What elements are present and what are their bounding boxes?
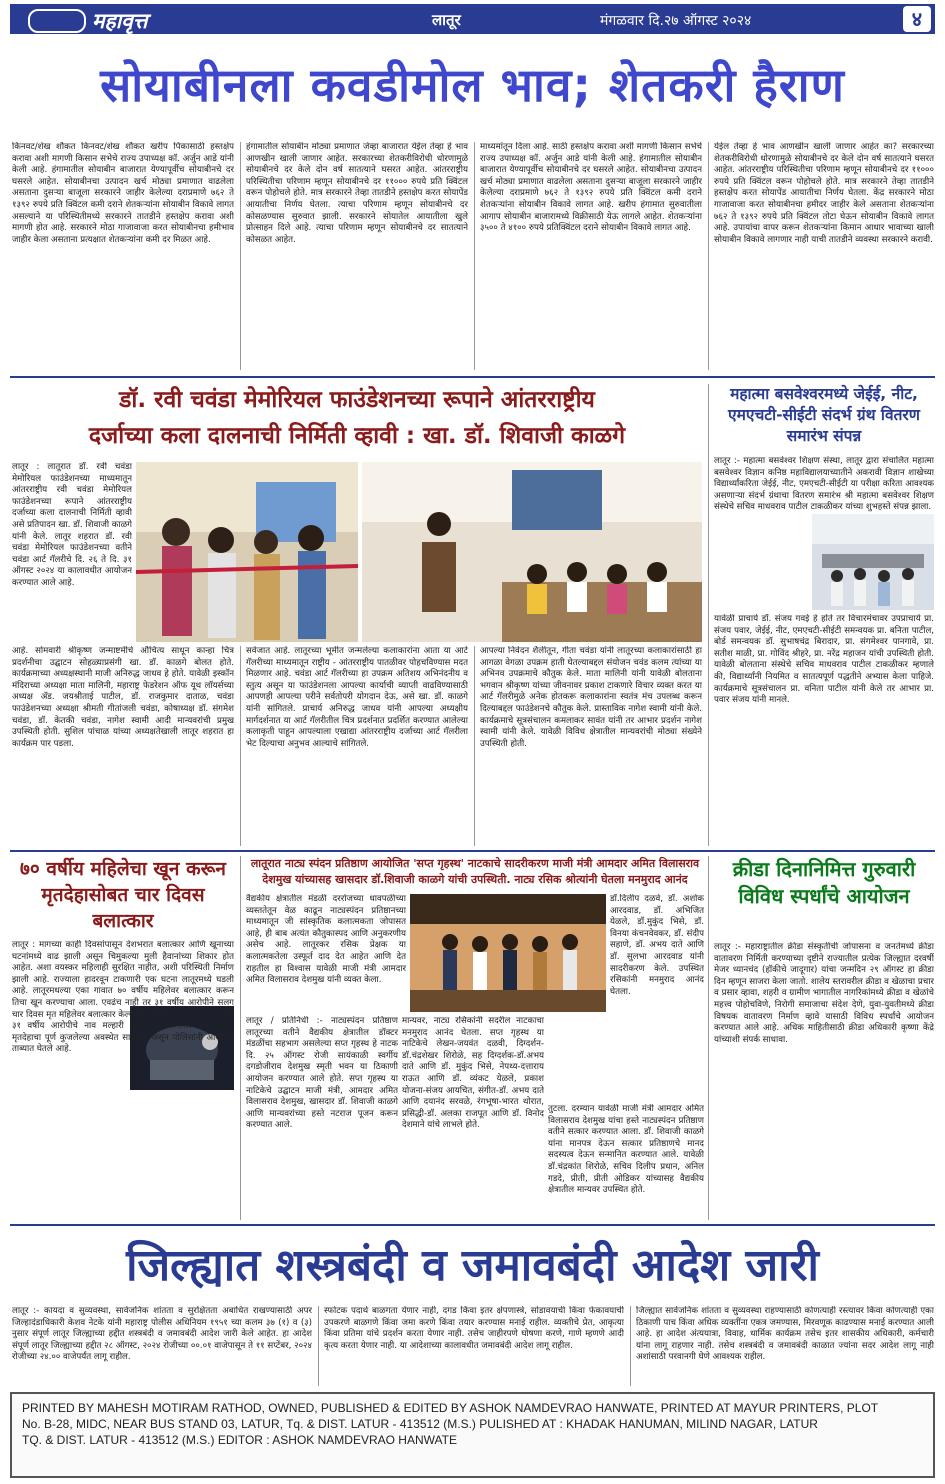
natya-headline: लातूरात नाट्य स्पंदन प्रतिष्ठाण आयोजित 'सप्त गृहस्थ' नाटकाचे सादरीकरण माजी मंत्री आमदार अमित विलासराव देशमुख यांच्यासह खासदार डॉ.शिवाजी काळगे यांची उपस्थिती. नाट्य रसिक श्रोत्यांनी घेतला मनमुराद आनंद	[250, 857, 700, 886]
sports-body: लातूर :- महाराष्ट्रातील क्रीडा संस्कृतीची जोपासना व जनतेमध्ये क्रीडा वातावरण निर्मिती करण्याच्या दृष्टीने राज्यातील प्रत्येक जिल्ह्यात दरवर्षी मेजर ध्यानचंद (हॉकीचे जादूगार) यांचा जन्मदिन २९ ऑगस्ट हा क्रीडा दिन म्हणून साजरा केला जातो. शालेय स्तरावरील क्रीडा व खेळाचा प्रचार व प्रसार व्हावा, शहरी व ग्रामीण भागातील नागरिकांमध्ये क्रीडा व खेळांचे महत्त्व पोहोचविणे, निरोगी समाजाचा संदेश देणे, युवा-युवतीमध्ये क्रीडा विषयक वातावरण निर्माण व्हावे यासाठी विविध स्पर्धांचे आयोजन करण्यात आले आहे. अधिक माहितीसाठी क्रीडा अधिकारी कृष्णा केंद्रे यांच्याशी संपर्क साधावा.	[714, 942, 934, 1045]
stage-event-photo	[362, 462, 702, 642]
column-divider	[474, 646, 475, 846]
foundation-body-2: सर्वजात आहे. लातूरच्या भूमीत जन्मलेल्या कलाकारांना आता या आर्ट गॅलरीच्या माध्यमातून राष्ट्रीय - आंतरराष्ट्रीय पातळीवर पोहचविण्यास मदत मिळणार आहे. चवंडा आर्ट गॅलरीच्या हा उपक्रम अतिशय अभिनंदनीय व स्तुत्य असून या फाउंडेशनला आपल्या कार्याची व्याप्ती वाढविण्यासाठी आपणही आपल्या परीने सर्वतोपरी योगदान देऊ, असे खा. डॉ. काळगे यांनी सांगितले. प्राचार्य अनिरुद्ध जाधव यांनी आपल्या अध्यक्षीय मार्गदर्शनात या आर्ट गॅलरीतील चित्र प्रदर्शनात प्रदर्शित करण्यात आलेल्या कलाकृती पाहून आपल्याला एखाद्या आंतरराष्ट्रीय दर्जाच्या आर्ट गॅलरीला भेट दिल्याचा अनुभव आल्याचे सांगितले.	[246, 646, 468, 749]
masthead	[10, 4, 935, 34]
lead-column-4: येईल तेव्हा हे भाव आणखीन खाली जाणार आहेत का? सरकारच्या शेतकरीविरोधी धोरणामुळे सोयाबीनचे दर केले दोन वर्ष सातत्याने घसरत आहेत. आंतरराष्ट्रीय परिस्थितीचा परिणाम म्हणून सोयाबीनचे दर ११००० रुपये प्रति क्विंटल वरून पोहोचले होते. मात्र सरकारने तेव्हा तातडीने हस्तक्षेप करत सोयापेंड आयातीचा निर्णय घेतला. केंद्र सरकारने मोठा गाजावाजा करत सोयाबीनचा हमीदर जाहीर केले असताना शेतकऱ्यांना ७६२ ते १३९२ रुपये प्रति क्विंटल तोटा घेऊन सोयाबीन विकावे लागत आहे. उपायांचा वापर करून शेतकऱ्यांना किमान आधार भावाच्या खाली सोयाबीन विकावे लागणार नाही याची तातडीने व्यवस्था सरकारने करावी.	[714, 142, 934, 245]
imprint-line: PRINTED BY MAHESH MOTIRAM RATHOD, OWNED, PUBLISHED & EDITED BY ASHOK NAMDEVRAO HANWATE, PRINTED AT MAYUR PRINTERS, PLOT	[22, 1401, 879, 1415]
column-divider	[474, 142, 475, 370]
murder-body: लातूर : मागच्या काही दिवसांपासून देशभरात बलात्कार आणि खूनाच्या घटनांमध्ये वाढ झाली असून चिमुकल्या मुली हैवानांच्या शिकार होत आहेत. अशा वयस्कर महिलाही सुरक्षित नाहीत, अशी परिस्थिती निर्माण झाली आहे. राज्याला हादरवून टाकणारी एक घटना लातूरमध्ये घडली आहे. लातूरमधल्या एका गावात ७० वर्षीय महिलेवर बलात्कार करून तिचा खून करण्याचा आला. एवढंच नाही तर ३१ वर्षीय आरोपीने सलग चार दिवस मृत महिलेवर बलात्कार केल्याचेही समोर आले आहे. घटनेतील ३१ वर्षीय आरोपीचे नाव मल्हारी असल्याचे सांगितले जात आहे. मृतदेहाचा पूर्ण कुजलेल्या अवस्थेत सापडला असून पोलिसांनी आरोपीस ताब्यात घेतले आहे.	[12, 940, 234, 1055]
foundation-body-1: आहे. सोमवारी श्रीकृष्ण जन्माष्टमीचे औचित्य साधून कान्हा चित्र प्रदर्शनीचा उद्घाटन सोहळ्याप्रसंगी खा. डॉ. काळगे बोलत होते. कार्यक्रमाच्या अध्यक्षस्थानी माजी अनिरुद्ध जाधव हे होते. यावेळी इस्कॉन मंदिराच्या अध्यक्षा माता मालिनी, महाराष्ट्र फेडरेशन ऑफ यूथ लॉयर्सच्या अध्यक्ष ॲड. जयश्रीताई पाटील, डॉ. राजकुमार दाताळ, चवंडा फाउंडेशनच्या अध्यक्षा श्रीमती गीतांजली चवंडा, कोषाध्यक्ष डॉ. संगमेश चवंडा, डॉ. केतकी चवंडा, नागेश स्वामी आदी मान्यवरांची प्रमुख उपस्थिती होती. सुशिल पांचाळ यांच्या अध्यक्षतेखाली लातूर शहरात हा कार्यक्रम पार पडला.	[12, 646, 234, 749]
natya-body-2: मान्यवर, नाट्य रसिकांनी सदरील नाटकाचा मनमुराद आनंद घेतला. सप्त गृहस्थ या नाटिकेचे लेखन-जयवंत दळवी, दिग्दर्शन-डॉ.चंद्रशेखर शिरोळे, सह दिग्दर्शक-डॉ.अभय दाते आणि डॉ. मुकुंद भिसे, नेपथ्य-दत्ताराय राऊत आणि डॉ. व्यंकट येळले, प्रकाश योजना-संजय आयचित, संगीत-डॉ. अभय दाते आणि दयानंद सरवळे, रंगभूषा-भारत थोरात, प्रसिद्धी-डॉ. अलका राजपूत आणि डॉ. विनोद देशमाने यांचे लाभले होते.	[402, 1016, 544, 1131]
imprint-box	[10, 1392, 935, 1478]
foundation-headline-line2: दर्जाच्या कला दालनाची निर्मिती व्हावी : खा. डॉ. शिवाजी काळगे	[88, 423, 626, 449]
masthead-brand: महावृत्त	[92, 8, 148, 33]
natya-intro: वैद्यकीय क्षेत्रातील मंडळी दररोजच्या धावपळीच्या व्यस्ततेतून वेळ काढून नाट्यस्पंदन प्रतिष्ठानच्या माध्यमातून जी सांस्कृतिक कलात्मकता जोपासत आहे, ही बाब अत्यंत कौतुकास्पद आणि अनुकरणीय असेच आहे. लातूरकर रसिक प्रेक्षक या कलात्मकतेला उस्फूर्त दाद देत आहेत आणि देत राहतील हा विश्वास यावेळी माजी मंत्री आमदार अमित विलासराव देशमुख यांनी व्यक्त केला.	[246, 894, 406, 986]
book-distribution-photo	[812, 514, 934, 610]
lead-column-1: किनवट/शेख शौकत किनवट/शेख शौकत खरीप पिकासाठी हस्तक्षेप करावा अशी मागणी किसान सभेचे राज्य उपाध्यक्ष कॉ. अर्जुन आडे यांनी केली आहे. हंगामातील सोयाबीन बाजारात येण्यापूर्वीच सोयाबीनचे दर घसरले आहेत. सोयाबीनचा उत्पादन खर्च मोठ्या प्रमाणात वाढलेला असताना दुसऱ्या बाजूला सरकारने जाहीर केलेल्या दराप्रमाणे ७६२ ते १३९२ रुपये प्रति क्विंटल कमी दराने शेतकऱ्यांना सोयाबीन विकावे लागत असल्याने या परिस्थितीमध्ये सरकारने तातडीने हस्तक्षेप करावा अशी मागणी होत आहे. सरकारने मोठा गाजावाजा करत सोयाबीनचा हमीभाव जाहीर केला असताना प्रत्यक्षात शेतकऱ्यांना कमी दर मिळत आहे.	[12, 142, 234, 245]
column-divider	[708, 856, 709, 1220]
column-divider	[708, 142, 709, 370]
column-divider	[630, 1306, 631, 1386]
section-rule	[10, 850, 935, 852]
masthead-ornament	[28, 9, 86, 33]
murder-headline: ७० वर्षीय महिलेचा खून करून मृतदेहासोबत चार दिवस बलात्कार	[20, 858, 226, 932]
section-rule	[10, 376, 935, 378]
natya-side-text: डॉ.दिलीप दळवे, डॉ. अशोक आरदवाड, डॉ. अभिजित येळले, डॉ.मुकुंद भिसे, डॉ. विनया कंचनवेवकर, डॉ. संदीप सहाणे, डॉ. अभय दाते आणि डॉ. सुलभा आरदवाड यांनी सादरीकरण केले. उपस्थित रसिकांनी मनमुराद आनंद घेतला.	[610, 894, 704, 997]
ribbon-cutting-photo	[136, 462, 358, 642]
main-headline: सोयाबीनला कवडीमोल भाव; शेतकरी हैराण	[100, 58, 845, 112]
basaveshwar-intro: लातूर :- महात्मा बसवेश्वर शिक्षण संस्था, लातूर द्वारा संचालित महात्मा बसवेश्वर विज्ञान कनिष्ठ महाविद्यालयाच्यातीने अकरावी विज्ञान शाखेच्या विद्यार्थ्यांकरिता जेईई, नीट, एमएचटी-सीईटी या परीक्षा करिता आवश्यक असणाऱ्या संदर्भ ग्रंथाचा वितरण समारंभ श्री महात्मा बसवेश्वर शिक्षण संस्थेचे सचिव माधवराव पाटील टाकळीकर यांच्या शुभहस्ते संपन्न झाला.	[714, 456, 934, 512]
masthead-city: लातूर	[432, 11, 461, 29]
lead-column-2: हंगामातील सोयाबीन मोठ्या प्रमाणात जेव्हा बाजारात येईल तेव्हा हे भाव आणखीन खाली जाणार आहेत. सरकारच्या शेतकरीविरोधी धोरणामुळे सोयाबीनचे दर केले दोन वर्ष सातत्याने घसरत आहेत. आंतरराष्ट्रीय परिस्थितीचा परिणाम म्हणून सोयाबीनचे दर ११००० रुपये प्रति क्विंटल वरून पोहोचले होते. मात्र सरकारने तेव्हा तातडीने हस्तक्षेप करत सोयापेंड आयातीचा निर्णय घेतला. त्याचा परिणाम म्हणून सोयाबीनचे दर कोसळण्यास सुरुवात झाली. सरकारने सोयातेल आयातीला खुले प्रोत्साहन दिले आहे. त्याचा परिणाम म्हणून सोयाबीनचे दर सातत्याने कोसळत आहेत.	[246, 142, 468, 245]
order-column-2: स्फोटक पदार्थ बाळगता येणार नाही, दगड किंवा इतर क्षेपणास्त्रे, सोडावयाची किंवा फेकावयाची उपकरणे बाळगणे किंवा जमा करणे किंवा तयार करण्यास मनाई राहील. व्यक्तीचे प्रेत, आकृत्या किंवा प्रतिमा यांचे प्रदर्शन करता येणार नाही. तसेच जाहीरपणे घोषणा करणे, गाणे म्हणणे आदी कृत्य करता येणार नाही. या आदेशाच्या कालावधीत जमावबंदी आदेश लागू राहील.	[324, 1306, 624, 1351]
natya-body-3: तुटला. दरम्यान यावेळी माजी मंत्री आमदार अमित विलासराव देशमुख यांचा हस्ते नाट्यस्पंदन प्रतिष्ठाण वतीने सत्कार करण्यात आला. डॉ. शिवाजी काळगे यांना मानपत्र देऊन सत्कार प्रतिष्ठाणचे मानद सदस्यत्व देऊन सन्मानित करण्यात आले. यावेळी डॉ.चंद्रकांत शिरोळे, सचिव दिलीप प्रधान, अनिल गडदे, प्रीती, प्रीती ओडिकर यांच्यासह वैद्यकीय क्षेत्रातील मान्यवर उपस्थित होते.	[548, 1104, 704, 1196]
column-divider	[240, 646, 241, 846]
sports-headline: क्रीडा दिनानिमित्त गुरुवारी विविध स्पर्धांचे आयोजन	[732, 857, 916, 908]
order-column-1: लातूर :- कायदा व सुव्यवस्था, सार्वजनिक शांतता व सुरक्षितता अबाधित राखण्यासाठी अपर जिल्हादंडाधिकारी केशव नेटके यांनी महाराष्ट्र पोलीस अधिनियम १९५१ च्या कलम ३७ (१) व (३) नुसार संपूर्ण लातूर जिल्ह्याच्या हद्दीत शस्त्रबंदी व जमावबंदी आदेश जारी केले आहेत. हा आदेश संपूर्ण लातूर जिल्ह्याच्या हद्दीत २८ ऑगस्ट, २०२४ रोजीच्या ००.०१ वाजेपासून ते ११ सप्टेंबर, २०२४ रोजीच्या २४.०० वाजेपर्यंत लागू राहील.	[12, 1306, 312, 1363]
foundation-intro: लातूर : लातूरात डॉ. रवी चवंडा मेमोरियल फाउंडेशनच्या माध्यमातून आंतरराष्ट्रीय रवी चवंडा मेमोरियल फाउंडेशनच्या रूपाने आंतरराष्ट्रीय दर्जाच्या कला दालनाची निर्मिती व्हावी असे प्रतिपादन खा. डॉ. शिवाजी काळगे यांनी केले. लातूर शहरात डॉ. रवी चवंडा मेमोरियल फाउंडेशनच्या वतीने चवंडा आर्ट गॅलरीचे दि. २६ ते दि. ३१ ऑगस्ट २०२४ या कालावधीत आयोजन करण्यात आले आहे.	[12, 462, 132, 588]
foundation-body-3: आपल्या निवेदन शैलीतून, गीता चवंडा यांनी लातूरच्या कलाकारांसाठी हा आगळा वेगळा उपक्रम हाती घेतल्याबद्दल संयोजन चवंड कलम त्यांच्या या अभिनव उपक्रमाचे कौतुक केले. माता मालिनी यांनी यावेळी बोलताना भगवान श्रीकृष्ण यांच्या जीवनावर प्रकाश टाकणारे विचार व्यक्त करत या आर्ट गॅलरीमुळे अनेक होतकरू कलाकारांना स्वतंत्र मंच उपलब्ध करून दिल्याबद्दल फाउंडेशनचे कौतुक केले. प्रास्ताविक नागेश स्वामी यांनी केले. कार्यक्रमाचे सूत्रसंचालन कमलाकर सावंत यांनी तर आभार प्रदर्शन नागेश स्वामी यांनी केले. यावेळी विविध क्षेत्रातील मान्यवरांची मोठ्या संख्येने उपस्थिती होती.	[480, 646, 702, 749]
foundation-headline-line1: डॉ. रवी चवंडा मेमोरियल फाउंडेशनच्या रूपाने आंतरराष्ट्रीय	[119, 387, 595, 413]
basaveshwar-headline: महात्मा बसवेश्वरमध्ये जेईई, नीट, एमएचटी-सीईटी संदर्भ ग्रंथ वितरण समारंभ संपन्न	[728, 385, 920, 445]
imprint-line: No. B-28, MIDC, NEAR BUS STAND 03, LATUR, Tq. & DIST. LATUR - 413512 (M.S.) PULISHED AT : KHADAK HANUMAN, MILIND NAGAR, LATUR	[22, 1417, 818, 1431]
column-divider	[240, 142, 241, 370]
column-divider	[240, 856, 241, 1220]
column-divider	[708, 384, 709, 846]
order-column-3: जिल्ह्यात सार्वजनिक शांतता व सुव्यवस्था राहण्यासाठी कोणत्याही रस्त्यावर किंवा कोणत्याही एका ठिकाणी पाच किंवा अधिक व्यक्तींना एकत्र जमण्यास, मिरवणूक काढण्यास मनाई करण्यात आली आहे. हा आदेश अंत्ययात्रा, विवाह, धार्मिक कार्यक्रम तसेच इतर शासकीय अधिकारी, कर्मचारी यांना लागू राहणार नाही. तसेच शस्त्रबंदी व जमावबंदी काळात ज्यांना सदर आदेश लागू नाही अशांसाठी परवानगी घेणे आवश्यक राहील.	[636, 1306, 934, 1363]
column-divider	[318, 1306, 319, 1386]
imprint-line: TQ. & DIST. LATUR - 413512 (M.S.) EDITOR : ASHOK NAMDEVRAO HANWATE	[22, 1433, 457, 1447]
natya-body-1: लातूर / प्रतिनिधी :- नाट्यस्पंदन प्रतिष्ठाण लातूरच्या वतीने वैद्यकीय क्षेत्रातील डॉक्टर मंडळींचा सहभाग असलेल्या सप्त गृहस्थ हे नाटक दि. २५ ऑगस्ट रोजी सायंकाळी स्वर्गीय दगडोजीराव देशमुख स्मृती भवन या ठिकाणी आयोजन करण्यात आले होते. सप्त गृहस्थ या नाटिकेचे उद्घाटन माजी मंत्री, आमदार अमित विलासराव देशमुख, खासदार डॉ. शिवाजी काळगे आणि मान्यवरांच्या हस्ते नटराज पूजन करून करण्यात आले.	[246, 1016, 398, 1131]
page-number: ४	[903, 6, 931, 32]
section-rule	[10, 1224, 935, 1226]
order-headline: जिल्ह्यात शस्त्रबंदी व जमावबंदी आदेश जारी	[126, 1240, 819, 1291]
basaveshwar-body: यावेळी प्राचार्य डॉ. संजय गवई हे होते तर विचारमंचावर उपप्राचार्य प्रा. संजय पवार, जेईई, नीट, एमएचटी-सीईटी समन्वयक प्रा. बनिता पाटील, बोर्ड समन्वयक डॉ. सुभाषचंद्र बिरादार, प्रा. संगमेश्वर पानगावे, प्रा. सतीश माळी, प्रा. गोविंद श्रीहरे, प्रा. नरेंद्र महाजन यांची उपस्थिती होती. यावेळी बोलताना संस्थेचे सचिव माधवराव पाटील टाकळीकर म्हणाले की, विद्यार्थ्यांनी नियमित व सातत्यपूर्ण पद्धतीने अभ्यास केला पाहिजे. कार्यक्रमाचे सूत्रसंचालन प्रा. वनिता पाटील यांनी केले तर आभार प्रा. पवार संजय यांनी मानले.	[714, 614, 934, 706]
masthead-date: मंगळवार दि.२७ ऑगस्ट २०२४	[600, 13, 752, 29]
drama-stage-photo	[410, 894, 606, 1012]
lead-column-3: माध्यमांतून दिला आहे. साठी हस्तक्षेप करावा अशी मागणी किसान सभेचे राज्य उपाध्यक्ष कॉ. अर्जुन आडे यांनी केली आहे. हंगामातील सोयाबीन बाजारात येण्यापूर्वीच सोयाबीनचे दर घसरले आहेत. सोयाबीनचा उत्पादन खर्च मोठ्या प्रमाणात वाढलेला असताना दुसऱ्या बाजूला सरकारने जाहीर केलेल्या दराप्रमाणे ७६२ ते १३९२ रुपये प्रति क्विंटल कमी दराने शेतकऱ्यांना सोयाबीन विकावे लागत आहे. खरीप हंगामात सुरुवातीला आगाप सोयाबीन बाजारामध्ये विक्रीसाठी येऊ लागले आहेत. शेतकऱ्यांना ३५०० ते ४१०० रुपये प्रतिक्विंटल दराने सोयाबीन विकावे लागत आहे.	[480, 142, 702, 234]
